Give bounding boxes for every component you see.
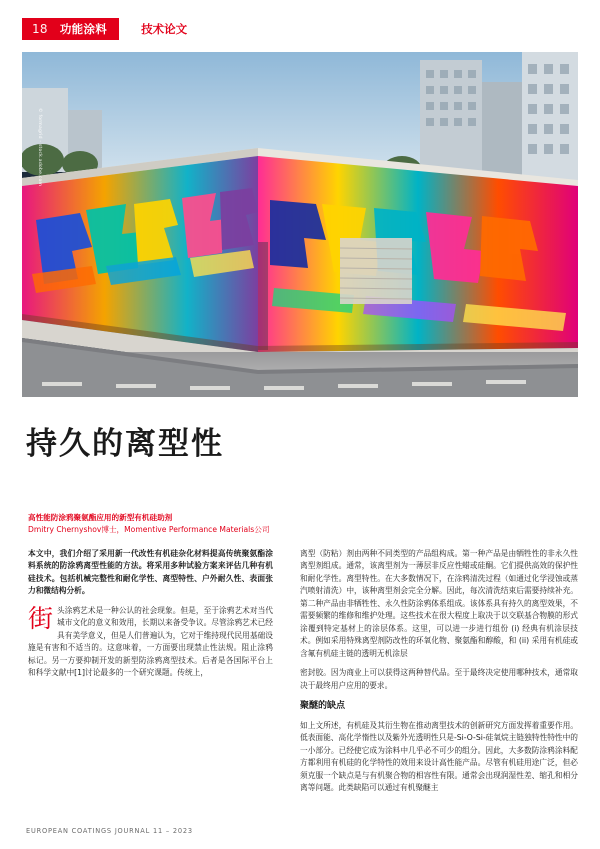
header-tag-label: 功能涂料 <box>59 22 108 36</box>
lead-paragraph: 本文中，我们介绍了采用新一代改性有机硅杂化材料提高传统聚氨酯涂料系统的防涂鸦离型性能的方法。将采用多种试验方案来评估几种有机硅技术。包括机械完整性和耐化学性、离型特性、户外耐久性、表面张力和微结构分析。 <box>28 549 273 596</box>
page-number: 18 <box>32 22 48 36</box>
dropcap-paragraph <box>28 605 273 680</box>
graffiti-mural-illustration <box>22 52 578 397</box>
dropcap-paragraph-text: 头涂鸦艺术是一种公认的社会现象。但是，至于涂鸦艺术对当代城市文化的意义和效用，长期以来备受争议。尽管涂鸦艺术已经具有美学意义，但是人们普遍认为，它对于维持现代民用基础设施是有害和不适当的。这意味着，一方面要出现禁止性法规。阻止涂鸦标记。另一方要抑制开发的新型防涂鸦离型技术。后者是各国际平台上和科学文献中[1]讨论最多的一个研究课题。传统上， <box>28 605 273 678</box>
image-credit: © formagrid - stock.adobe.com <box>37 108 42 187</box>
body-column-left <box>28 548 273 687</box>
header-tag <box>22 18 119 40</box>
body-column-right <box>300 548 578 802</box>
header-section-label: 技术论文 <box>141 22 188 36</box>
article-subtitle: 高性能防涂鸦聚氨酯应用的新型有机硅助剂 <box>28 513 173 522</box>
article-title: 持久的离型性 <box>26 426 224 462</box>
hero-image <box>22 52 578 397</box>
right-paragraph-3: 如上文所述，有机硅及其衍生物在推动离型技术的创新研究方面发挥着重要作用。低表面能、高化学惰性以及紫外光透明性只是-Si-O-Si-硅氧烷主链独特性特性中的一小部分。已经使它成为涂料中几乎必不可少的组分。因此，大多数防涂鸦涂料配方都利用有机硅的化学特性的效用来设计高性能产品。尽管有机硅用途广泛，但必须克服一个缺点是与有机聚合物的相容性有限。通常会出现润湿性差、缩孔和相分离等问题。此类缺陷可以通过有机聚醚主 <box>300 720 578 793</box>
section-subhead: 聚醚的缺点 <box>300 701 346 712</box>
right-paragraph-1: 离型（防粘）剂由两种不同类型的产品组构成。第一种产品是由牺牲性的非永久性离型剂组成。通常，该离型剂为一薄层非反应性蜡或硅酮。它们提供高效的保护性和耐化学性。离型特性。在大多数情况下，在涂鸦清洗过程（如通过化学浸蚀或蒸汽喷射清洗）中，该种离型剂会完全分解。因此，每次清洗结束后需要持续补充。第二种产品由非牺牲性、永久性防涂鸦体系组成。该体系具有持久的离型效果，不需要频繁的维修和维护处理。这些技术在很大程度上取决于以交联基合物膜的形式涂覆到特定基材上的涂层体系。这里，可以进一步进行组份 (i) 经典有机涂层技术。例如采用特殊离型剂防改性的环氧化物、聚氨酯和醇酸，和 (ii) 采用有机硅或含氟有机硅主链的透明无机涂层 <box>300 549 578 658</box>
right-paragraph-2: 密封胶。因为商业上可以获得这两种替代品。至于最终决定使用哪种技术，通常取决于最终用户应用的要求。 <box>300 668 578 690</box>
article-byline: Dmitry Chernyshov博士，Momentive Performance Materials公司 <box>28 525 270 534</box>
page-header <box>22 18 578 40</box>
page-footer: EUROPEAN COATINGS JOURNAL 11 – 2023 <box>26 827 193 835</box>
drop-cap: 街 <box>28 603 54 633</box>
